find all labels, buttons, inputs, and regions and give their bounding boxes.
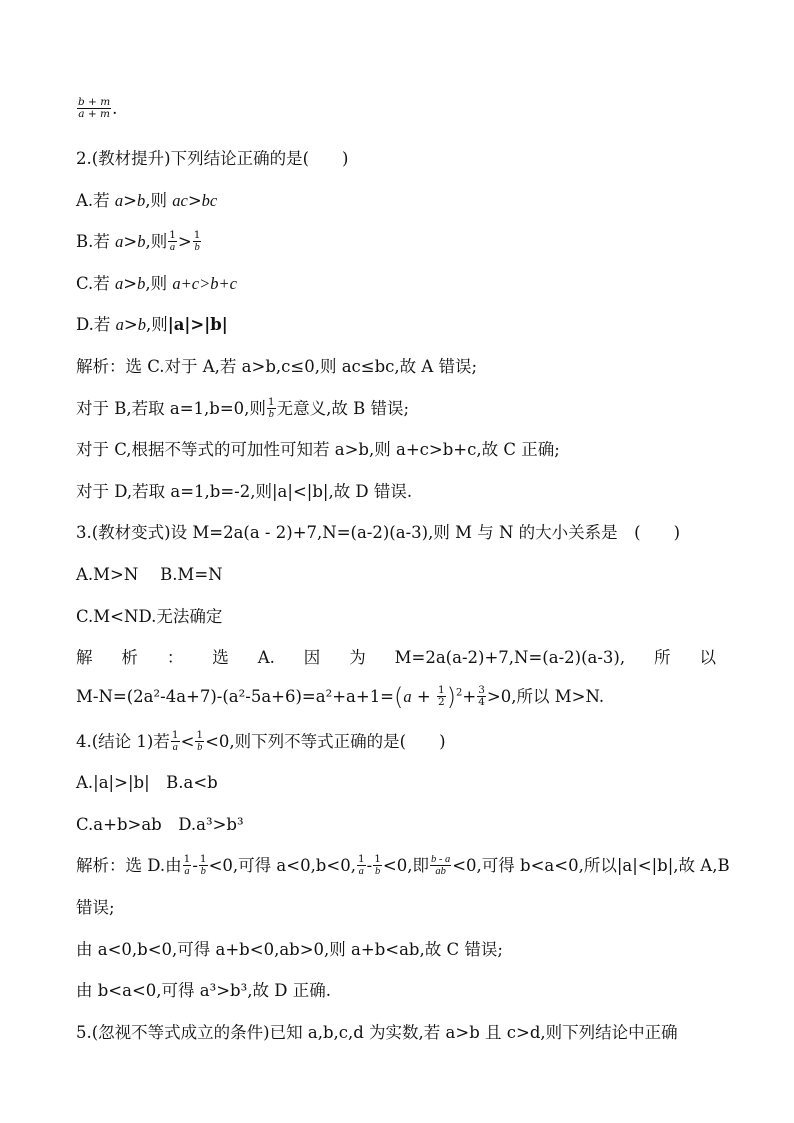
- question-2-option-d: D.若 a>b,则|a|>|b|: [76, 315, 228, 334]
- question-2-analysis-4: 对于 D,若取 a=1,b=-2,则|a|<|b|,故 D 错误.: [76, 482, 413, 501]
- question-5-stem: 5.(忽视不等式成立的条件)已知 a,b,c,d 为实数,若 a>b 且 c>d,则下列结论中正确: [76, 1023, 678, 1042]
- fraction: $\frac{b - a}{ab}$: [430, 854, 451, 877]
- question-3-options-1: A.M>N B.M=N: [76, 565, 223, 584]
- fraction: $\frac{3}{4}$: [478, 684, 485, 708]
- question-2-analysis-3: 对于 C,根据不等式的可加性可知若 a>b,则 a+c>b+c,故 C 正确;: [76, 440, 560, 459]
- question-2-stem: 2.(教材提升)下列结论正确的是( ): [76, 149, 349, 168]
- fraction: $\frac{1}{a}$: [357, 853, 365, 877]
- fraction: $\frac{b + m}{a + m}$: [78, 96, 111, 120]
- question-2-option-c: C.若 a>b,则 a+c>b+c: [76, 274, 237, 293]
- question-4-analysis-4: 由 b<a<0,可得 a³>b³,故 D 正确.: [76, 981, 331, 1000]
- fraction: $\frac{1}{b}$: [267, 396, 275, 420]
- fraction: $\frac{1}{a}$: [183, 853, 191, 877]
- question-3-options-2: C.M<ND.无法确定: [76, 607, 223, 626]
- question-4-analysis-1: 解析：选 D.由 $\frac{1}{a}$ - $\frac{1}{b}$ <0,可得 a<0,b<0, $\frac{1}{a}$ - $\frac{1}{b}$ <0,即 $\frac{b - a}{ab}$ <0,可得 b<a<0,所以|a|<|b|,故 A,B: [76, 853, 730, 877]
- fraction: $\frac{1}{b}$: [374, 853, 381, 877]
- question-4-options-1: A.|a|>|b| B.a<b: [76, 773, 218, 792]
- question-3-analysis-1: 解 析 ： 选 A. 因 为 M=2a(a-2)+7,N=(a-2)(a-3), 所 以: [76, 648, 716, 667]
- question-2-analysis-2: 对于 B,若取 a=1,b=0,则 $\frac{1}{b}$ 无意义,故 B 错误;: [76, 396, 410, 420]
- fraction: $\frac{1}{2}$: [437, 684, 445, 708]
- question-4-analysis-3: 由 a<0,b<0,可得 a+b<0,ab>0,则 a+b<ab,故 C 错误;: [76, 940, 503, 959]
- question-3-analysis-2: M-N=(2a²-4a+7)-(a²-5a+6)=a²+a+1=(a + $\frac{1}{2}$ )$^2$+ $\frac{3}{4}$ >0,所以 M>N.: [76, 683, 605, 711]
- fraction: $\frac{1}{a}$: [171, 729, 179, 753]
- fraction: $\frac{1}{b}$: [193, 229, 201, 253]
- question-4-options-2: C.a+b>ab D.a³>b³: [76, 815, 244, 834]
- fraction: $\frac{1}{b}$: [196, 729, 204, 753]
- top-fraction-line: $\frac{b + m}{a + m}$ .: [78, 96, 118, 120]
- question-3-stem: 3.(教材变式)设 M=2a(a - 2)+7,N=(a-2)(a-3),则 M 与 N 的大小关系是 ( ): [76, 523, 681, 542]
- question-2-option-a: A.若 a>b,则 ac>bc: [76, 191, 218, 210]
- fraction: $\frac{1}{b}$: [199, 853, 207, 877]
- fraction: $\frac{1}{a}$: [169, 229, 176, 253]
- question-2-analysis-1: 解析：选 C.对于 A,若 a>b,c≤0,则 ac≤bc,故 A 错误;: [76, 357, 478, 376]
- question-2-option-b: B.若 a>b,则 $\frac{1}{a}$ > $\frac{1}{b}$: [76, 229, 201, 253]
- question-4-stem: 4.(结论 1)若 $\frac{1}{a}$ < $\frac{1}{b}$ <0,则下列不等式正确的是( ): [76, 729, 446, 753]
- question-4-analysis-2: 错误;: [76, 898, 115, 917]
